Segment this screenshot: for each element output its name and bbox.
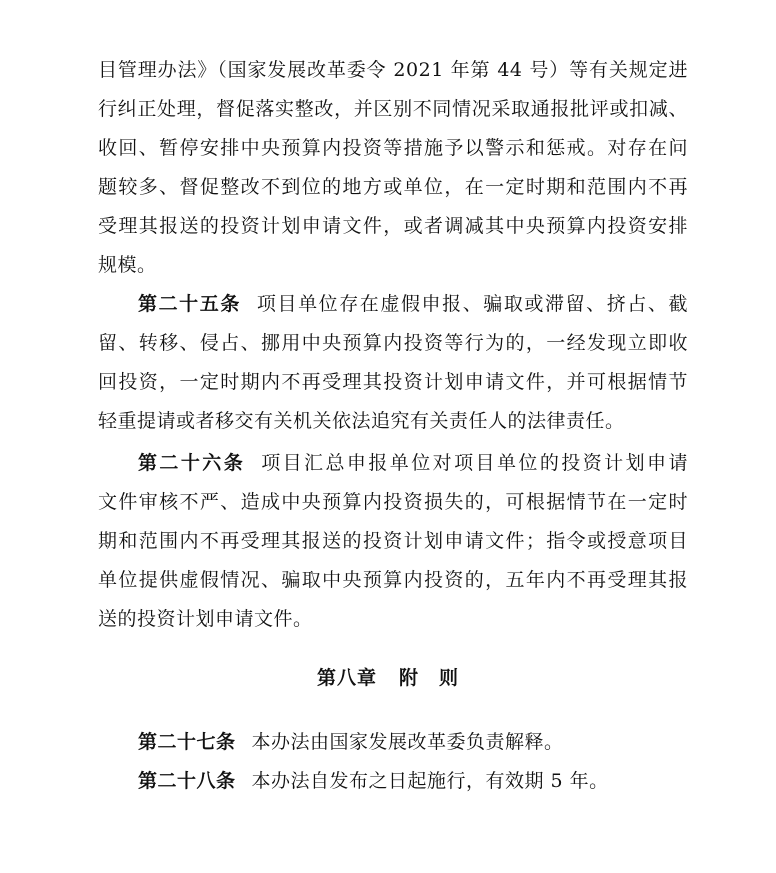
paragraph-line: 行纠正处理，督促落实整改，并区别不同情况采取通报批评或扣减、 <box>98 98 688 120</box>
paragraph-line: 受理其报送的投资计划申请文件，或者调减其中央预算内投资安排 <box>98 215 688 237</box>
article-26-title: 第二十六条 <box>138 452 246 474</box>
article-28-title: 第二十八条 <box>138 770 236 792</box>
article-25-title: 第二十五条 <box>138 293 241 315</box>
article-25-first-line <box>138 286 688 322</box>
article-26-line: 单位提供虚假情况、骗取中央预算内投资的，五年内不再受理其报 <box>98 569 688 591</box>
chapter-name: 附 则 <box>399 667 460 689</box>
chapter-number: 第八章 <box>316 667 377 689</box>
article-28-text: 本办法自发布之日起施行，有效期 5 年。 <box>251 770 609 792</box>
paragraph-line: 目管理办法》（国家发展改革委令 2021 年第 44 号）等有关规定进 <box>98 59 688 81</box>
article-26-text: 项目汇总申报单位对项目单位的投资计划申请 <box>261 452 688 474</box>
chapter-heading <box>0 660 776 696</box>
article-25-line: 回投资，一定时期内不再受理其投资计划申请文件，并可根据情节 <box>98 371 688 393</box>
article-26-line: 文件审核不严、造成中央预算内投资损失的，可根据情节在一定时 <box>98 491 688 513</box>
paragraph-line: 规模。 <box>98 254 157 276</box>
article-26-line: 送的投资计划申请文件。 <box>98 608 313 630</box>
article-28 <box>138 763 688 799</box>
article-26-line: 期和范围内不再受理其报送的投资计划申请文件；指令或授意项目 <box>98 530 688 552</box>
article-27-text: 本办法由国家发展改革委负责解释。 <box>251 731 564 753</box>
paragraph-line: 收回、暂停安排中央预算内投资等措施予以警示和惩戒。对存在问 <box>98 137 688 159</box>
article-27-title: 第二十七条 <box>138 731 236 753</box>
article-25-line: 轻重提请或者移交有关机关依法追究有关责任人的法律责任。 <box>98 410 625 432</box>
article-25-line: 留、转移、侵占、挪用中央预算内投资等行为的，一经发现立即收 <box>98 332 688 354</box>
article-26-first-line <box>138 445 688 481</box>
article-25-text: 项目单位存在虚假申报、骗取或滞留、挤占、截 <box>256 293 688 315</box>
paragraph-line: 题较多、督促整改不到位的地方或单位，在一定时期和范围内不再 <box>98 176 688 198</box>
article-27 <box>138 724 688 760</box>
